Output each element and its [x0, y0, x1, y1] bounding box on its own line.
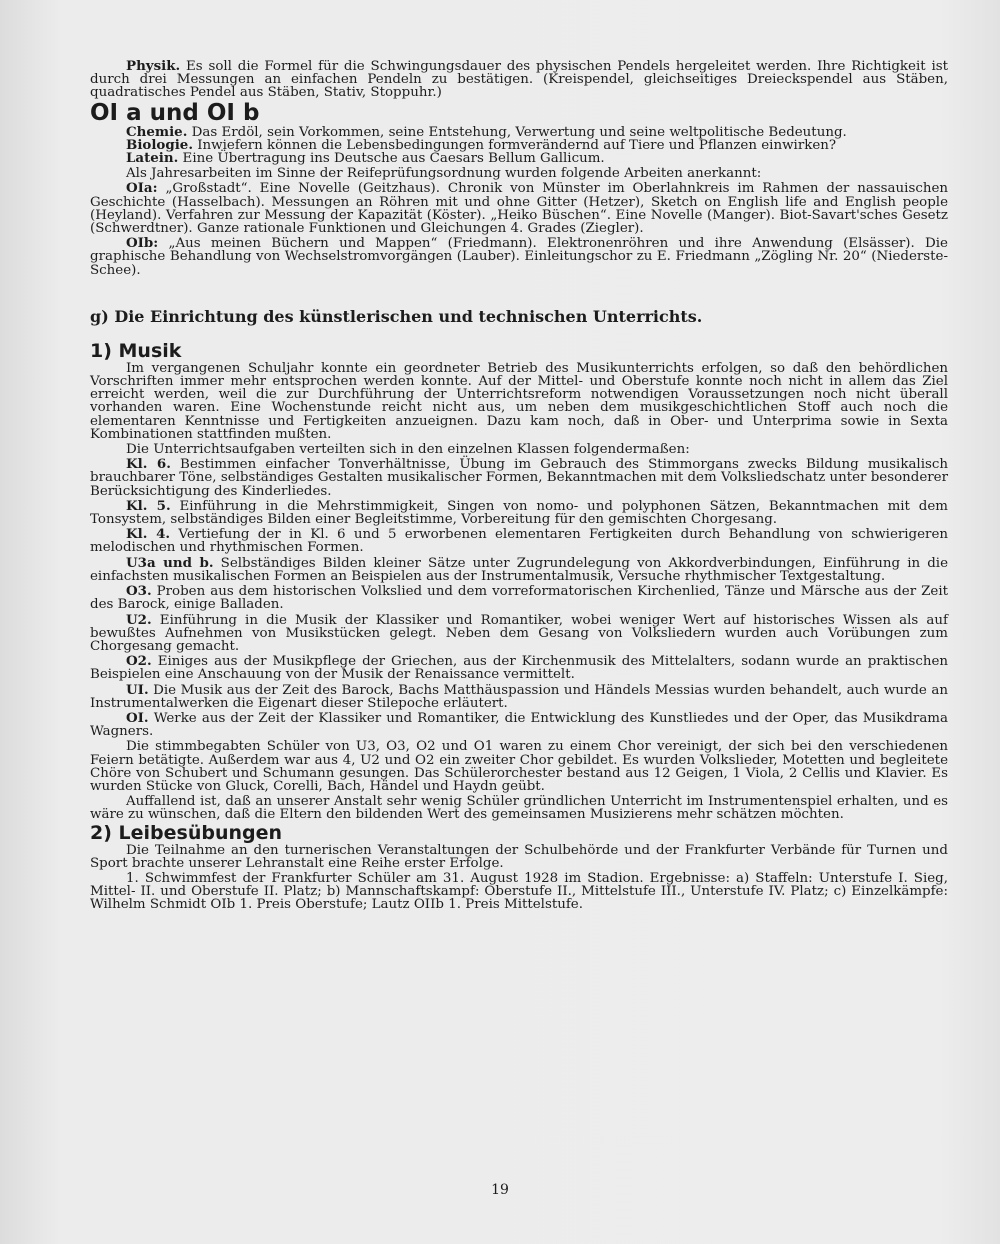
physik-label: Physik. — [126, 58, 181, 74]
page-number: 19 — [491, 1182, 509, 1198]
class-text: Einiges aus der Musikpflege der Griechen, aus der Kirchenmusik des Mittelalters, sodann wurde an praktischen Beispielen eine Anschauung von der Musik der Renaissance vermittelt. — [90, 654, 948, 683]
musik-verteilung: Die Unterrichtsaufgaben verteilten sich in den einzelnen Klassen folgendermaßen: — [126, 442, 690, 458]
class-label: O2. — [126, 653, 152, 670]
class-text: Einführung in die Musik der Klassiker und Romantiker, wobei weniger Wert auf historisches Wissen als auf bewußtes Aufnehmen von Musikstücken gelegt. Neben dem Gesang von Volksliedern wurden auch Vorübungen zum Chorgesang gemacht. — [90, 612, 948, 654]
class-text: Bestimmen einfacher Tonverhältnisse, Übung im Gebrauch des Stimmorgans zwecks Bildung musikalisch brauchbarer Töne, selbständiges Gestalten musikalischer Formen, Bekanntmachen mit dem Volksliedschatz unter besonderer Berücksichtigung des Kinderliedes. — [90, 457, 948, 499]
class-text: Die Musik aus der Zeit des Barock, Bachs Matthäuspassion und Händels Messias wurden behandelt, auch wurde an Instrumentalwerken die Eigenart dieser Stilepoche erläutert. — [90, 682, 948, 711]
class-label: Kl. 6. — [126, 456, 171, 473]
section-heading-g: g) Die Einrichtung des künstlerischen und technischen Unterrichts. — [90, 306, 703, 326]
musik-class-o3 — [90, 585, 948, 611]
oib-label: OIb: — [126, 235, 159, 252]
musik-class-ui — [90, 681, 948, 711]
musik-class-o2 — [90, 655, 948, 681]
oia-label: OIa: — [126, 180, 158, 197]
latein-text: Eine Übertragung ins Deutsche aus Caesars Bellum Gallicum. — [178, 151, 605, 167]
musik-class-kl6 — [90, 458, 948, 498]
leibesuebungen-heading: 2) Leibesübungen — [90, 821, 283, 844]
section-heading-oia-oib: OI a und OI b — [90, 99, 260, 126]
class-label: U2. — [126, 611, 152, 628]
musik-chor: Die stimmbegabten Schüler von U3, O3, O2 und O1 waren zu einem Chor vereinigt, der sich bei den verschiedenen Feiern betätigte. Außerdem war aus 4, U2 und O2 ein zweiter Chor gebildet. Es wurden Volkslieder, Motetten und begleitete Chöre von Schubert und Schumann gesungen. Das Schülerorchester bestand aus 12 Geigen, 1 Viola, 2 Cellis und Klavier. Es wurden Stücke von Gluck, Corelli, Bach, Händel und Haydn geübt. — [90, 739, 948, 794]
oia-paragraph — [90, 182, 948, 235]
musik-heading: 1) Musik — [90, 339, 182, 362]
chemie-label: Chemie. — [126, 123, 188, 140]
class-label: O3. — [126, 583, 152, 600]
musik-class-kl4 — [90, 528, 948, 554]
class-label: U3a und b. — [126, 554, 214, 571]
oia-text: „Großstadt“. Eine Novelle (Geitzhaus). Chronik von Münster im Oberlahnkreis im Rahmen der nassauischen Geschichte (Hasselbach). Messungen an Röhren mit und ohne Gitter (Hetzer), Sketch on English life and English people (Heyland). Verfahren zur Messung der Kapazität (Köster). „Heiko Büschen“. Eine Novelle (Manger). Biot-Savart'sches Gesetz (Schwerdtner). Ganze rationale Funktionen und Gleichungen 4. Grades (Ziegler). — [90, 181, 948, 237]
oib-paragraph — [90, 237, 948, 277]
latein-label: Latein. — [126, 150, 179, 167]
class-text: Einführung in die Mehrstimmigkeit, Singen von nomo- und polyphonen Sätzen, Bekanntmachen mit dem Tonsystem, selbständiges Bilden einer Begleitstimme, Vorbereitung für den gemischten Chorgesang. — [90, 498, 948, 528]
class-label: OI. — [126, 709, 149, 726]
class-text: Werke aus der Zeit der Klassiker und Romantiker, die Entwicklung des Kunstliedes und der Oper, das Musikdrama Wagners. — [90, 710, 948, 740]
musik-class-u3 — [90, 554, 948, 584]
class-label: UI. — [126, 681, 149, 698]
musik-intro: Im vergangenen Schuljahr konnte ein geordneter Betrieb des Musikunterrichts erfolgen, so daß den behördlichen Vorschriften immer mehr entsprochen werden konnte. Auf der Mittel- und Oberstufe konnte noch nicht in allem das Ziel erreicht werden, weil die zur Durchführung der Unterrichtsreform notwendigen Voraussetzungen noch nicht überall vorhanden waren. Eine Wochenstunde reicht nicht aus, um neben dem musikgeschichtlichen Stoff auch noch die elementaren Kenntnisse und Fertigkeiten anzueignen. Dazu kam noch, daß in Ober- und Unterprima sowie in Sexta Kombinationen stattfinden mußten. — [90, 360, 948, 442]
leibes-intro: Die Teilnahme an den turnerischen Veranstaltungen der Schulbehörde und der Frankfurter Verbände für Turnen und Sport brachte unserer Lehranstalt eine Reihe erster Erfolge. — [90, 842, 948, 871]
class-text: Selbständiges Bilden kleiner Sätze unter Zugrundelegung von Akkordverbindungen, Einführung in die einfachsten musikalischen Formen an Beispielen aus der Instrumentalmusik, Versuche rhythmischer Textgestaltung. — [90, 555, 948, 584]
class-text: Proben aus dem historischen Volkslied und dem vorreformatorischen Kirchenlied, Tänze und Märsche aus der Zeit des Barock, einige Balladen. — [90, 584, 948, 613]
musik-class-oi — [90, 709, 948, 740]
musik-class-kl5 — [90, 497, 948, 528]
musik-class-u2 — [90, 611, 948, 654]
biologie-text: Inwiefern können die Lebensbedingungen formverändernd auf Tiere und Pflanzen einwirken? — [193, 137, 837, 153]
physik-text: Es soll die Formel für die Schwingungsdauer des physischen Pendels hergeleitet werden. Ihre Richtigkeit ist durch drei Messungen an einfachen Pendeln zu bestätigen. (Kreispendel, gleichseitiges Dreieckspendel aus Stäben, quadratisches Pendel aus Stäben, Stativ, Stoppuhr.) — [90, 59, 948, 101]
physik-paragraph — [90, 60, 948, 100]
biologie-label: Biologie. — [126, 136, 193, 153]
oib-text: „Aus meinen Büchern und Mappen“ (Friedmann). Elektronenröhren und ihre Anwendung (Elsässer). Die graphische Behandlung von Wechselstromvorgängen (Lauber). Einleitungschor zu E. Friedmann „Zögling Nr. 20“ (Niederste-Schee). — [90, 236, 948, 278]
class-label: Kl. 5. — [126, 497, 171, 514]
class-label: Kl. 4. — [126, 526, 171, 543]
latein-paragraph — [90, 152, 948, 165]
jahresarbeiten-intro: Als Jahresarbeiten im Sinne der Reifeprüfungsordnung wurden folgende Arbeiten anerkannt: — [126, 166, 762, 182]
leibes-item-1: 1. Schwimmfest der Frankfurter Schüler am 31. August 1928 im Stadion. Ergebnisse: a) Staffeln: Unterstufe I. Sieg, Mittel- II. und Oberstufe II. Platz; b) Mannschaftskampf: Oberstufe II., Mittelstufe III., Unterstufe IV. Platz; c) Einzelkämpfe: Wilhelm Schmidt OIb 1. Preis Oberstufe; Lautz OIIb 1. Preis Mittelstufe. — [90, 870, 948, 913]
chemie-text: Das Erdöl, sein Vorkommen, seine Entstehung, Verwertung und seine weltpolitische Bedeutung. — [187, 124, 847, 140]
class-text: Vertiefung der in Kl. 6 und 5 erworbenen elementaren Fertigkeiten durch Behandlung von schwierigeren melodischen und rhythmischen Formen. — [90, 527, 948, 556]
musik-auffallend: Auffallend ist, daß an unserer Anstalt sehr wenig Schüler gründlichen Unterricht im Instrumentenspiel erhalten, und es wäre zu wünschen, daß die Eltern den bildenden Wert des gemeinsamen Musizierens mehr schätzen möchten. — [90, 794, 948, 823]
